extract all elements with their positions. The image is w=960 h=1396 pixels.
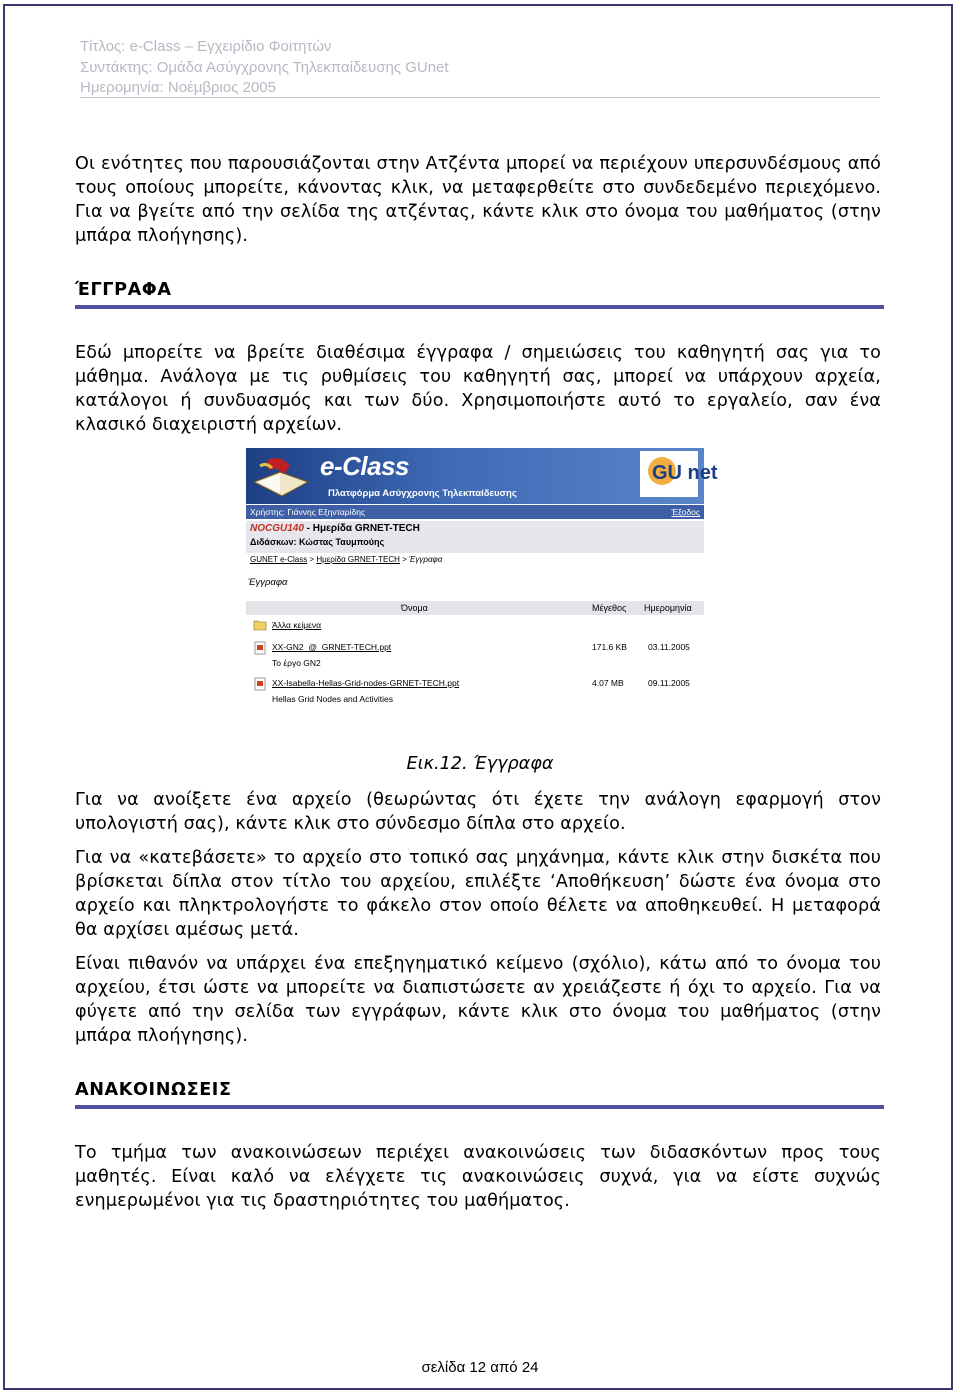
document-header [80, 37, 880, 99]
eclass-title: e-Class [320, 451, 409, 481]
file-link[interactable]: XX-GN2_@_GRNET-TECH.ppt [272, 642, 392, 652]
intro-paragraph: Οι ενότητες που παρουσιάζονται στην Ατζέντα μπορεί να περιέχουν υπερσυνδέσμους από τους οποίους μπορείτε, κάνοντας κλικ, να μεταφερθείτε στο συνδεδεμένο περιεχόμενο. Για να βγείτε από την σελίδα της ατζέντας, κάντε κλικ στο όνομα του μαθήματος (στην μπάρα πλοήγησης). [75, 154, 881, 246]
col-date: Ημερομηνία [644, 603, 692, 613]
file-size: 171.6 KB [592, 642, 627, 652]
course-title [250, 523, 420, 534]
ppt-file-icon[interactable] [254, 678, 266, 690]
gunet-logo-icon [640, 451, 718, 497]
ppt-file-icon[interactable] [254, 642, 266, 654]
folder-icon[interactable] [254, 620, 266, 630]
header-author: Συντάκτης: Ομάδα Ασύγχρονης Τηλεκπαίδευσης GUnet [80, 58, 449, 76]
logout-link[interactable]: Έξοδος [671, 507, 700, 517]
user-bar [246, 505, 704, 519]
breadcrumb-home[interactable]: GUNET e-Class [250, 555, 308, 564]
book-logo-icon [250, 452, 312, 500]
section-title: Έγγραφα [248, 577, 288, 588]
header-title: Τίτλος: e-Class – Εγχειρίδιο Φοιτητών [80, 38, 332, 55]
header-divider [80, 97, 880, 98]
course-teacher: Διδάσκων: Κώστας Ταυμπούης [250, 537, 385, 547]
file-comment: Hellas Grid Nodes and Activities [272, 694, 393, 704]
file-comment: Το έργο GN2 [272, 658, 321, 668]
eclass-banner [246, 448, 718, 504]
col-size: Μέγεθος [592, 603, 627, 613]
file-link[interactable]: XX-Isabella-Hellas-Grid-nodes-GRNET-TECH.ppt [272, 678, 460, 688]
breadcrumb-course[interactable]: Ημερίδα GRNET-TECH [316, 555, 400, 564]
logo-text: GU net [652, 462, 718, 484]
course-box [246, 521, 704, 553]
col-name: Όνομα [401, 603, 428, 613]
header-date: Ημερομηνία: Νοέμβριος 2005 [80, 79, 276, 96]
documents-heading: ΈΓΓΡΑΦΑ [75, 280, 884, 309]
eclass-screenshot [246, 448, 718, 710]
documents-paragraph: Εδώ μπορείτε να βρείτε διαθέσιμα έγγραφα / σημειώσεις του καθηγητή σας για το μάθημα. Ανάλογα με τις ρυθμίσεις του καθηγητή σας, μπορεί να υπάρχουν αρχεία, κατάλογοι ή συνδυασμός και των δύο. Χρησιμοποιήστε αυτό το εργαλείο, σαν ένα κλασικό διαχειριστή αρχείων. [75, 343, 881, 435]
file-table-header [246, 601, 704, 615]
file-link[interactable]: Άλλα κείμενα [272, 620, 322, 630]
announcements-heading: ΑΝΑΚΟΙΝΩΣΕΙΣ [75, 1080, 884, 1109]
file-date: 09.11.2005 [648, 678, 690, 688]
file-size: 4.07 MB [592, 678, 624, 688]
course-code: NOCGU140 [250, 523, 304, 534]
breadcrumb: GUNET e-Class > Ημερίδα GRNET-TECH > Έγγραφα [250, 555, 443, 564]
course-name: - Ημερίδα GRNET-TECH [303, 523, 420, 534]
open-file-paragraph: Για να ανοίξετε ένα αρχείο (θεωρώντας ότι έχετε την ανάλογη εφαρμογή στον υπολογιστή σας), κάντε κλικ στο σύνδεσμο δίπλα στο αρχείο. [75, 790, 881, 834]
user-label: Χρήστης: Γιάννης Εξηνταρίδης [250, 507, 366, 517]
eclass-subtitle: Πλατφόρμα Ασύγχρονης Τηλεκπαίδευσης [328, 488, 517, 499]
download-paragraph: Για να «κατεβάσετε» το αρχείο στο τοπικό σας μηχάνημα, κάντε κλικ στην δισκέτα που βρίσκεται δίπλα στον τίτλο του αρχείου, επιλέξτε ‘Αποθήκευση’ δώστε ένα όνομα στο αρχείο και πληκτρολογήστε το φάκελο στον οποίο θέλετε να αποθηκευθεί. Η μεταφορά θα αρχίσει αμέσως μετά. [75, 848, 881, 940]
breadcrumb-current: Έγγραφα [409, 555, 443, 564]
file-date: 03.11.2005 [648, 642, 690, 652]
figure-caption: Εικ.12. Έγγραφα [406, 754, 554, 774]
comment-paragraph: Είναι πιθανόν να υπάρχει ένα επεξηγηματικό κείμενο (σχόλιο), κάτω από το όνομα του αρχείου, έτσι ώστε να μπορείτε να διαπιστώσετε αν χρειάζεστε ή όχι το αρχείο. Για να φύγετε από την σελίδα των εγγράφων, κάντε κλικ στο όνομα του μαθήματος (στην μπάρα πλοήγησης). [75, 954, 881, 1046]
announcements-paragraph: Το τμήμα των ανακοινώσεων περιέχει ανακοινώσεις των διδασκόντων προς τους μαθητές. Είναι καλό να ελέγχετε τις ανακοινώσεις συχνά, για να είστε συχνώς ενημερωμένοι για τις δραστηριότητες του μαθήματος. [75, 1143, 881, 1211]
page-number: σελίδα 12 από 24 [421, 1359, 539, 1376]
